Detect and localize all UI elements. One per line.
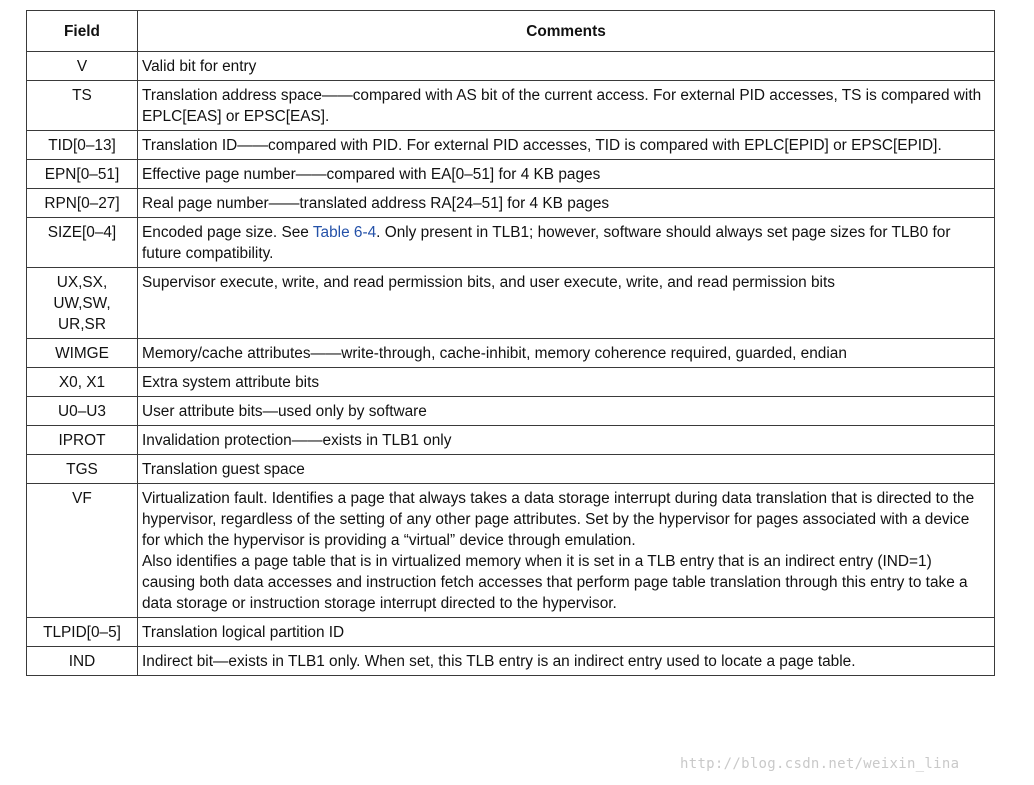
comment-cell: Translation address space——compared with AS bit of the current access. For external PID accesses, TS is compared with EPLC[EAS] or EPSC[EAS].: [138, 81, 995, 131]
table-row: [27, 160, 995, 189]
field-cell: UX,SX, UW,SW, UR,SR: [27, 268, 138, 339]
field-cell: X0, X1: [27, 368, 138, 397]
table-row: [27, 218, 995, 268]
table-row: [27, 81, 995, 131]
field-cell: EPN[0–51]: [27, 160, 138, 189]
comment-cell: Real page number——translated address RA[24–51] for 4 KB pages: [138, 189, 995, 218]
field-header: Field: [27, 11, 138, 52]
tlb-fields-table: [26, 10, 995, 676]
field-cell: IPROT: [27, 426, 138, 455]
field-cell: SIZE[0–4]: [27, 218, 138, 268]
comment-text: Encoded page size. See: [142, 224, 313, 241]
field-cell: RPN[0–27]: [27, 189, 138, 218]
table-row: [27, 484, 995, 618]
comment-cell: Invalidation protection——exists in TLB1 only: [138, 426, 995, 455]
field-cell: IND: [27, 647, 138, 676]
table-row: [27, 131, 995, 160]
comment-cell: Translation guest space: [138, 455, 995, 484]
comment-cell: [138, 484, 995, 618]
field-cell: TID[0–13]: [27, 131, 138, 160]
comment-paragraph: Also identifies a page table that is in virtualized memory when it is set in a TLB entry that is an indirect entry (IND=1) causing both data accesses and instruction fetch accesses that perform page table translation through this entry to take a data storage or instruction storage interrupt directed to the hypervisor.: [142, 553, 968, 612]
field-cell: TS: [27, 81, 138, 131]
comment-cell: User attribute bits—used only by software: [138, 397, 995, 426]
comment-cell: Translation ID——compared with PID. For external PID accesses, TID is compared with EPLC[EPID] or EPSC[EPID].: [138, 131, 995, 160]
table-row: [27, 397, 995, 426]
field-cell: TLPID[0–5]: [27, 618, 138, 647]
field-cell: WIMGE: [27, 339, 138, 368]
table-row: [27, 368, 995, 397]
comment-cell: [138, 218, 995, 268]
field-cell: TGS: [27, 455, 138, 484]
table-row: [27, 268, 995, 339]
table-row: [27, 339, 995, 368]
watermark: http://blog.csdn.net/weixin_lina: [680, 756, 960, 772]
comment-cell: Extra system attribute bits: [138, 368, 995, 397]
comment-cell: Translation logical partition ID: [138, 618, 995, 647]
table-6-4-link[interactable]: Table 6-4: [312, 224, 377, 241]
header-row: [27, 11, 995, 52]
comment-cell: Supervisor execute, write, and read permission bits, and user execute, write, and read permission bits: [138, 268, 995, 339]
table-row: [27, 52, 995, 81]
comments-header: Comments: [138, 11, 995, 52]
field-cell: V: [27, 52, 138, 81]
table-row: [27, 426, 995, 455]
comment-cell: Indirect bit—exists in TLB1 only. When set, this TLB entry is an indirect entry used to locate a page table.: [138, 647, 995, 676]
table-row: [27, 647, 995, 676]
table-row: [27, 618, 995, 647]
table-row: [27, 455, 995, 484]
comment-cell: Memory/cache attributes——write-through, cache-inhibit, memory coherence required, guarded, endian: [138, 339, 995, 368]
table-row: [27, 189, 995, 218]
field-cell: U0–U3: [27, 397, 138, 426]
comment-cell: Effective page number——compared with EA[0–51] for 4 KB pages: [138, 160, 995, 189]
comment-paragraph: Virtualization fault. Identifies a page that always takes a data storage interrupt during data translation that is directed to the hypervisor, regardless of the setting of any other page attributes. Set by the hypervisor for pages associated with a device for which the hypervisor is providing a “virtual” device through emulation.: [142, 490, 975, 549]
field-cell: VF: [27, 484, 138, 618]
comment-text: . Only present in TLB1; however, software should always set page sizes for TLB0 for future compatibility.: [142, 224, 951, 262]
comment-cell: Valid bit for entry: [138, 52, 995, 81]
